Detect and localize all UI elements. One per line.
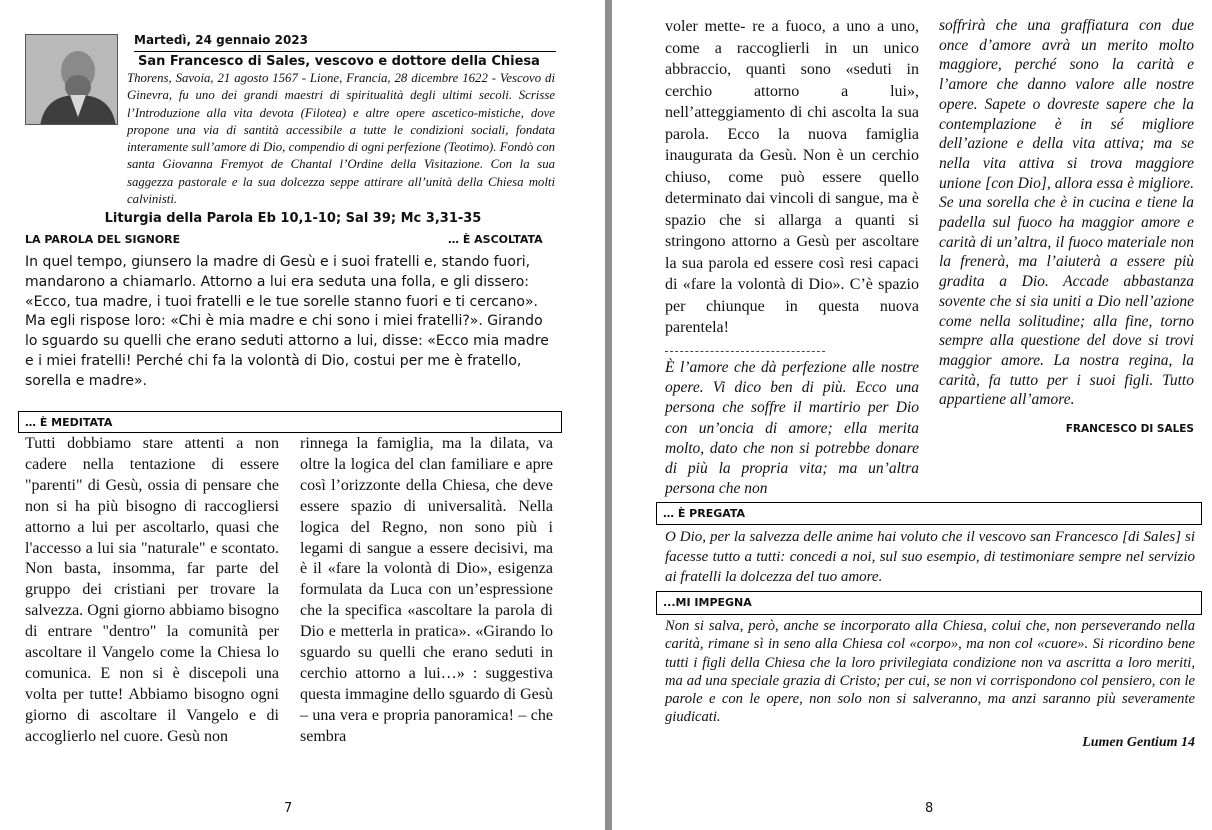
gospel-paragraph-1: In quel tempo, giunsero la madre di Gesù e i suoi fratelli e, stando fuori, mandarono a chiamarlo. Attorno a lui era seduta una folla, e gli dissero: «Ecco, tua madre, i tuoi fratelli e le tue sorelle stanno fuori e ti cercano». (25, 254, 538, 310)
pregata-header: … È PREGATA (656, 502, 1202, 525)
meditation-column-1: Tutti dobbiamo stare attenti a non cadere nella tentazione di essere "parenti" di Gesù, ossia di pensare che non si ha più bisogno di raccogliersi attorno a lui per ascoltarlo, quasi che l'accesso a lui sia "naturale" e scontato. Non basta, insomma, far parte del gruppo dei cristiani per trovare la salvezza. Ogni giorno abbiamo bisogno di entrare "dentro" la comunità per ascoltare il Vangelo come la Chiesa lo comunica. E non si è discepoli una volta per tutte! Abbiamo bisogno ogni giorno di ascoltare il Vangelo e di accoglierlo nel cuore. Gesù non (25, 435, 279, 745)
quote-column-1: È l’amore che dà perfezione alle nostre opere. Vi dico ben di più. Ecco una persona che soffre il martirio per Dio con un’oncia di amore; ella merita molto, dato che non si potrebbe donare di più la propria vita; ma un’altra persona che non (665, 359, 919, 498)
quote-author: FRANCESCO DI SALES (1065, 423, 1194, 435)
saint-title: San Francesco di Sales, vescovo e dottore della Chiesa (138, 54, 540, 69)
section-ascoltata-label: … È ASCOLTATA (448, 233, 543, 246)
meditation-column-2: rinnega la famiglia, ma la dilata, va oltre la logica del clan familiare e apre così l’orizzonte della Chiesa, che deve essere spazio di universalità. Nella logica del Regno, non sono più i legami di sangue a essere decisivi, ma è il «fare la volontà di Dio», esigenza formulata da Luca con un’espressione che la specifica «ascoltare la parola di Dio e metterla in pratica». «Girando lo sguardo su quelli che erano seduti in cerchio attorno a lui…» : suggestiva questa immagine dello sguardo di Gesù – una vera e propria panoramica! – che sembra (300, 435, 553, 745)
page-8 (612, 0, 1212, 830)
meditata-header: … È MEDITATA (18, 411, 562, 433)
page-7 (0, 0, 605, 830)
meditation-column-3: voler mette- re a fuoco, a uno a uno, come a raccoglierli in un unico abbraccio, quanti sono «seduti in cerchio attorno a lui», nell’atteggiamento di chi ascolta la sua parola. Ecco la nuova famiglia inaugurata da Gesù. Non è un cerchio chiuso, come può essere quello determinato dai vincoli di sangue, ma è spazio che si allarga a quanti si stringono attorno a Gesù per ascoltare la sua parola ed essere così resi capaci di «fare la volontà di Dio». C’è spazio per chiunque in questa nuova parentela! (665, 18, 919, 336)
title-rule (134, 51, 556, 52)
page-number-7: 7 (284, 801, 293, 816)
section-word-label: LA PAROLA DEL SIGNORE (25, 233, 181, 246)
commitment-text: Non si salva, però, anche se incorporato alla Chiesa, colui che, non perseverando nella carità, rimane sì in seno alla Chiesa col «corpo», ma non col «cuore». Si ricordino bene tutti i figli della Chiesa che la loro privilegiata condizione non va ascritta a loro meriti, ma ad una speciale grazia di Cristo; per cui, se non vi corrispondono col pensiero, con le parole e con le opere, non solo non si salveranno, ma anzi saranno più severamente giudicati. (665, 618, 1195, 726)
quote-column-2: soffrirà che una graffiatura con due once d’amore avrà un merito molto maggiore, perché sono la carità e l’amore che danno valore alle nostre opere. Sapete o dovreste sapere che la contemplazione è in sé migliore dell’azione e della vita attiva; ma se nella vita attiva si trova maggiore unione [con Dio], allora essa è migliore. Se una sorella che è in cucina e tiene la padella sul fuoco ha maggior amore e carità di un’altra, il fuoco materiale non la frenerà, ma l’aiuterà a essere più gradita a Dio. Accade abbastanza sovente che si sia uniti a Dio nell’azione come nella solitudine; alla fine, torno sempre alla questione del dove si trovi maggior amore. La nostra regina, la carità, fa tutto per i suoi figli. Tutto appartiene all’amore. (939, 17, 1194, 409)
impegna-header: ...MI IMPEGNA (656, 591, 1202, 615)
gospel-paragraph-2: Ma egli rispose loro: «Chi è mia madre e chi sono i miei fratelli?». Girando lo sguardo su quelli che erano seduti attorno a lui, disse: «Ecco mia madre e i miei fratelli! Perché chi fa la volontà di Dio, costui per me è fratello, sorella e madre». (25, 313, 549, 389)
portrait-float-spacer (25, 70, 127, 195)
page-number-8: 8 (925, 801, 934, 816)
date-heading: Martedì, 24 gennaio 2023 (134, 33, 308, 47)
saint-bio-text: Thorens, Savoia, 21 agosto 1567 - Lione, Francia, 28 dicembre 1622 - Vescovo di Ginevra, fu uno dei grandi maestri di spiritualità degli ultimi secoli. Scrisse l’Introduzione alla vita devota (Filotea) e altre opere ascetico-mistiche, dove propone una via di santità accessibile a tutte le condizioni sociali, fondata interamente sull’amore di Dio, compendio di ogni perfezione (Teotimo). Fondò con santa Giovanna Fremyot de Chantal l’Ordine della Visitazione. Con la sua saggezza pastorale e la sua dolcezza seppe attirare all’unità della Chiesa molti calvinisti. (127, 71, 555, 207)
liturgy-reference: Liturgia della Parola Eb 10,1-10; Sal 39; Mc 3,31-35 (104, 211, 482, 226)
prayer-text: O Dio, per la salvezza delle anime hai voluto che il vescovo san Francesco [di Sales] si facesse tutto a tutti: concedi a noi, sul suo esempio, di testimoniare sempre nel servizio ai fratelli la dolcezza del tuo amore. (665, 529, 1195, 585)
commitment-source: Lumen Gentium 14 (1082, 735, 1195, 750)
quote-separator (665, 351, 825, 352)
gospel-text (25, 253, 555, 392)
saint-bio (25, 70, 555, 208)
